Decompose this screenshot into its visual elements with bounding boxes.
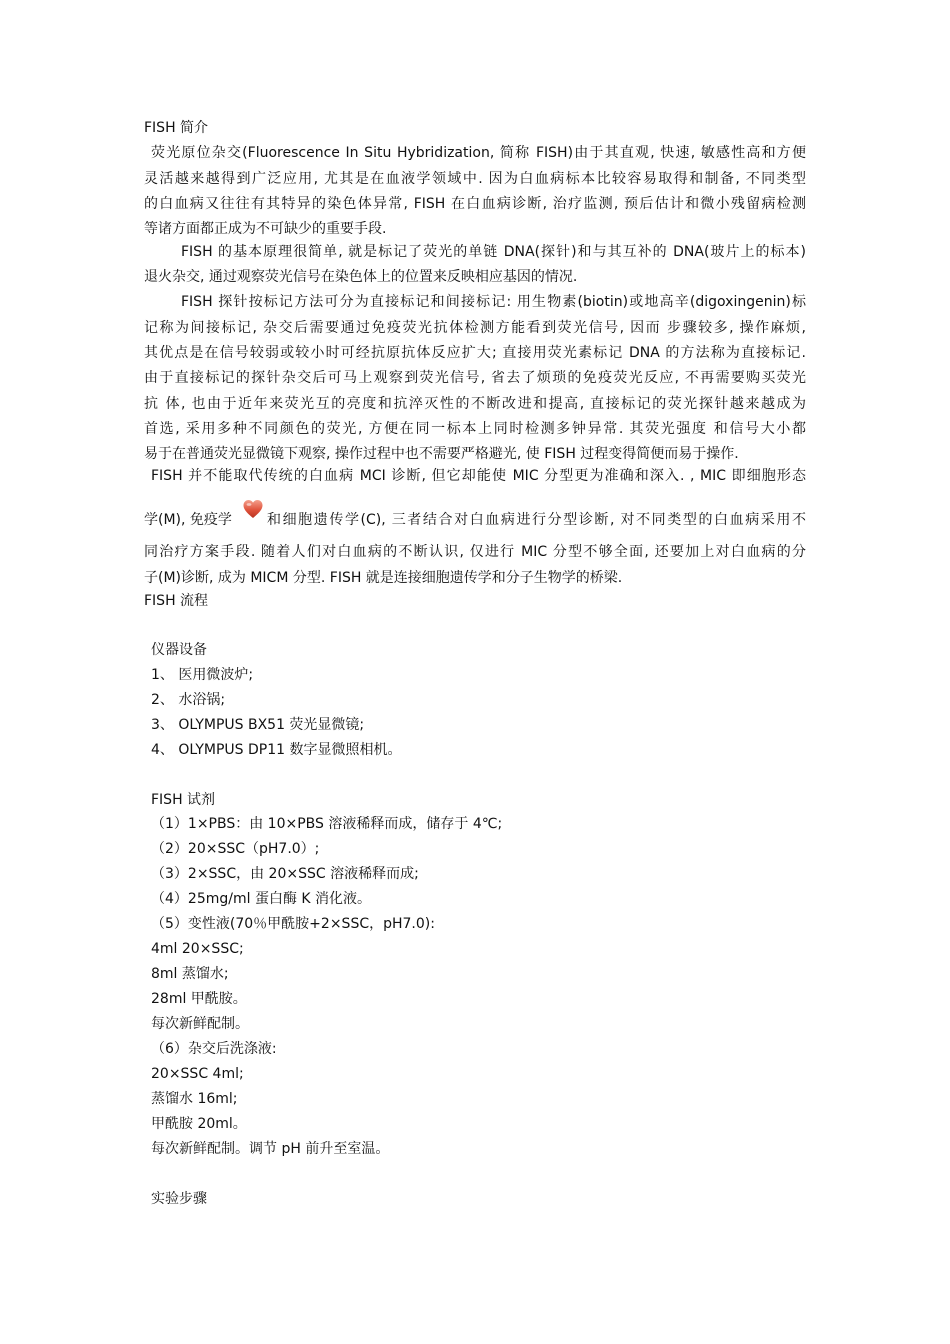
reagent-item-4: （4）25mg/ml 蛋白酶 K 消化液。 bbox=[151, 891, 372, 907]
equipment-item-1: 1、 医用微波炉; bbox=[151, 667, 254, 683]
reagent-item-12: 蒸馏水 16ml; bbox=[151, 1091, 238, 1107]
probes-line-4: 由于直接标记的探针杂交后可马上观察到荧光信号, 省去了烦琐的免疫荧光反应, 不再需要购买荧光 bbox=[144, 370, 806, 386]
reagent-item-11: 20×SSC 4ml; bbox=[151, 1066, 244, 1082]
reagent-item-1: （1）1×PBS：由 10×PBS 溶液稀释而成，储存于 4℃; bbox=[151, 816, 503, 832]
reagent-item-2: （2）20×SSC（pH7.0）; bbox=[151, 841, 320, 857]
heart-icon bbox=[242, 498, 264, 520]
equipment-item-3: 3、 OLYMPUS BX51 荧光显微镜; bbox=[151, 717, 365, 733]
steps-heading: 实验步骤 bbox=[151, 1191, 207, 1207]
reagent-item-6: 4ml 20×SSC; bbox=[151, 941, 244, 957]
equipment-item-4: 4、 OLYMPUS DP11 数字显微照相机。 bbox=[151, 742, 402, 758]
equipment-heading: 仪器设备 bbox=[151, 642, 207, 658]
reagent-item-5: （5）变性液(70％甲酰胺+2×SSC，pH7.0): bbox=[151, 916, 435, 932]
equipment-item-2: 2、 水浴锅; bbox=[151, 692, 226, 708]
reagent-item-7: 8ml 蒸馏水; bbox=[151, 966, 229, 982]
principle-line-2: 退火杂交, 通过观察荧光信号在染色体上的位置来反映相应基因的情况. bbox=[144, 269, 578, 285]
micm-line-3: 同治疗方案手段. 随着人们对白血病的不断认识, 仅进行 MIC 分型不够全面, 还要加上对白血病的分 bbox=[144, 544, 806, 560]
section-title-fish-process: FISH 流程 bbox=[144, 593, 209, 609]
probes-line-6: 首选, 采用多种不同颜色的荧光, 方便在同一标本上同时检测多钟异常. 其荧光强度 和信号大小都 bbox=[144, 421, 806, 437]
probes-line-1: FISH 探针按标记方法可分为直接标记和间接标记: 用生物素(biotin)或地高辛(digoxingenin)标 bbox=[181, 294, 806, 310]
reagent-item-10: （6）杂交后洗涤液: bbox=[151, 1041, 277, 1057]
reagent-item-9: 每次新鲜配制。 bbox=[151, 1016, 249, 1032]
intro-line-2: 灵活越来越得到广泛应用, 尤其是在血液学领域中. 因为白血病标本比较容易取得和制备, 不同类型 bbox=[144, 171, 806, 187]
reagent-item-13: 甲酰胺 20ml。 bbox=[151, 1116, 247, 1132]
intro-line-3: 的白血病又往往有其特异的染色体异常, FISH 在白血病诊断, 治疗监测, 预后估计和微小残留病检测 bbox=[144, 196, 806, 212]
probes-line-5: 抗 体, 也由于近年来荧光互的亮度和抗淬灭性的不断改进和提高, 直接标记的荧光探针越来越成为 bbox=[144, 396, 806, 412]
probes-line-7: 易于在普通荧光显微镜下观察, 操作过程中也不需要严格避光, 使 FISH 过程变得简便而易于操作. bbox=[144, 446, 739, 462]
reagent-item-8: 28ml 甲酰胺。 bbox=[151, 991, 247, 1007]
probes-line-2: 记称为间接标记, 杂交后需要通过免疫荧光抗体检测方能看到荧光信号, 因而 步骤较多, 操作麻烦, bbox=[144, 320, 806, 336]
micm-line-4: 子(M)诊断, 成为 MICM 分型. FISH 就是连接细胞遗传学和分子生物学的桥梁. bbox=[144, 570, 623, 586]
reagent-item-14: 每次新鲜配制。调节 pH 前升至室温。 bbox=[151, 1141, 390, 1157]
micm-line-2-start: 学(M), 免疫学 bbox=[144, 512, 232, 528]
reagent-item-3: （3）2×SSC，由 20×SSC 溶液稀释而成; bbox=[151, 866, 419, 882]
section-title-fish-intro: FISH 简介 bbox=[144, 120, 209, 136]
principle-line-1: FISH 的基本原理很简单, 就是标记了荧光的单链 DNA(探针)和与其互补的 DNA(玻片上的标本) bbox=[181, 244, 806, 260]
micm-line-2-end: 和细胞遗传学(C), 三者结合对白血病进行分型诊断, 对不同类型的白血病采用不 bbox=[267, 512, 806, 528]
intro-line-4: 等诸方面都正成为不可缺少的重要手段. bbox=[144, 221, 387, 237]
probes-line-3: 其优点是在信号较弱或较小时可经抗原抗体反应扩大; 直接用荧光素标记 DNA 的方法称为直接标记. bbox=[144, 345, 806, 361]
intro-line-1: 荧光原位杂交(Fluorescence In Situ Hybridization, 简称 FISH)由于其直观, 快速, 敏感性高和方便 bbox=[151, 145, 806, 161]
micm-line-1: FISH 并不能取代传统的白血病 MCI 诊断, 但它却能使 MIC 分型更为准确和深入. , MIC 即细胞形态 bbox=[151, 468, 806, 484]
reagents-heading: FISH 试剂 bbox=[151, 792, 216, 808]
